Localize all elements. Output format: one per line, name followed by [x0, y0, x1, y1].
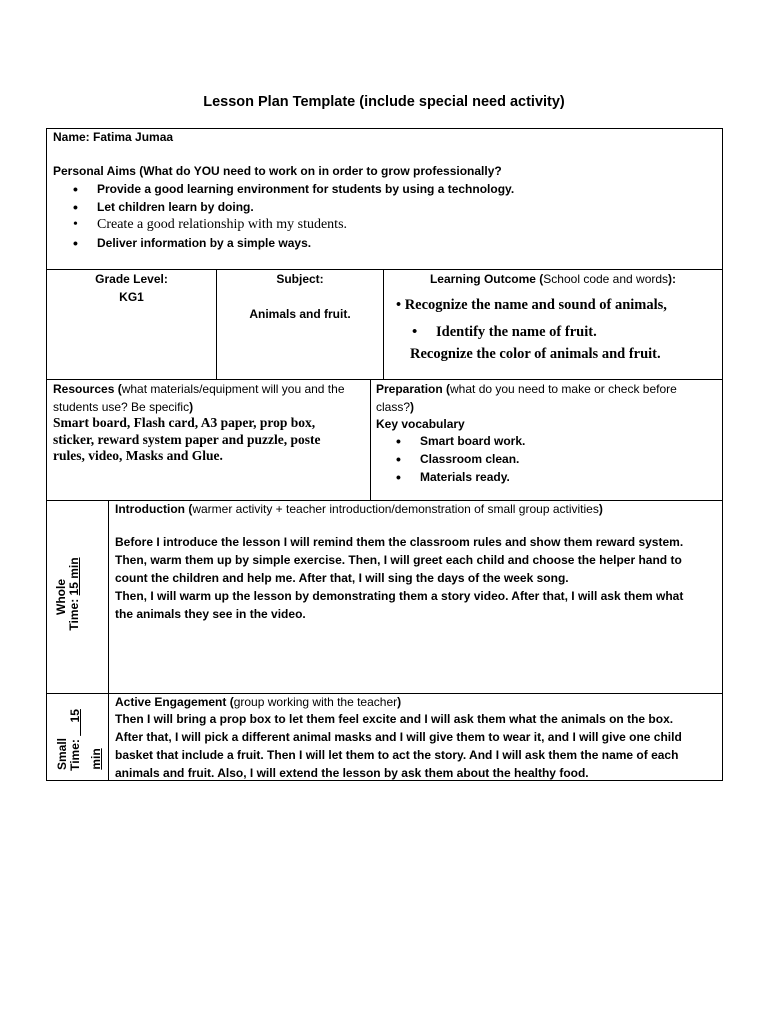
aim-item: • Deliver information by a simple ways.: [97, 234, 514, 252]
outcome-line-3: Recognize the color of animals and fruit.: [410, 346, 661, 362]
outcome-line-1: • Recognize the name and sound of animals,: [396, 297, 667, 313]
intro-line: the animals they see in the video.: [115, 607, 306, 621]
active-side-label: Small: [55, 738, 69, 771]
intro-body: [115, 533, 683, 623]
intro-line: Then, warm them up by simple exercise. Then, I will greet each child and choose the helper hand to: [115, 553, 682, 567]
intro-line: Then, I will warm up the lesson by demonstrating them a story video. After that, I will ask them what: [115, 589, 684, 603]
prep-item: • Materials ready.: [420, 468, 525, 486]
personal-aims-heading: [53, 162, 502, 180]
resources-label-end: ): [189, 400, 194, 414]
key-vocabulary-label: Key vocabulary: [376, 417, 465, 431]
intro-heading-end: ): [598, 502, 603, 516]
active-time-label: Time:: [68, 735, 82, 771]
aim-item: • Provide a good learning environment for students by using a technology.: [97, 180, 514, 198]
outcome-label-note: School code and words: [543, 272, 669, 286]
grade-value: KG1: [119, 290, 144, 304]
personal-aims-label: Personal Aims (: [53, 164, 144, 178]
subject-label: Subject:: [276, 272, 324, 286]
active-heading-note: group working with the teacher: [233, 695, 398, 709]
intro-time-label: Time:: [67, 595, 81, 631]
page-title: Lesson Plan Template (include special need activity): [203, 94, 565, 110]
preparation-label-end: ): [410, 400, 415, 414]
outcome-label: Learning Outcome (: [429, 272, 544, 286]
intro-heading-note: warmer activity + teacher introduction/demonstration of small group activities: [192, 502, 599, 516]
active-heading: [115, 693, 401, 711]
outcome-line-2-text: Identify the name of fruit.: [436, 324, 597, 340]
intro-heading: [115, 500, 603, 518]
aim-item: • Create a good relationship with my students.: [97, 216, 514, 234]
resources-label: Resources (: [53, 382, 122, 396]
prep-item: • Smart board work.: [420, 432, 525, 450]
resources-text: Smart board, Flash card, A3 paper, prop box, sticker, reward system paper and puzzle, poste rules, video, Masks and Glue.: [53, 415, 321, 463]
outcome-heading: [383, 270, 723, 288]
preparation-question: what do you need to make or check before class?: [376, 382, 677, 414]
personal-aims-list: [53, 180, 514, 252]
active-line: basket that include a fruit. Then I will let them to act the story. And I will ask them the name of each: [115, 748, 679, 762]
preparation-list: [376, 432, 525, 486]
intro-time-value: 15 min: [67, 557, 81, 596]
subject-value: Animals and fruit.: [249, 307, 351, 321]
active-line: animals and fruit. Also, I will extend the lesson by ask them about the healthy food.: [115, 766, 589, 780]
bullet-icon: •: [412, 324, 418, 340]
aim-item: • Let children learn by doing.: [97, 198, 514, 216]
active-heading-label: Active Engagement (: [115, 695, 234, 709]
personal-aims-question: What do YOU need to work on in order to grow professionally?: [143, 164, 502, 178]
active-line: Then I will bring a prop box to let them feel excite and I will ask them what the animals on the box.: [115, 712, 674, 726]
active-line: After that, I will pick a different animal masks and I will give them to wear it, and I will give one child: [115, 730, 682, 744]
active-time-value: __15: [68, 709, 82, 736]
outcome-line-2: [412, 323, 597, 341]
preparation-label: Preparation (: [376, 382, 451, 396]
grade-label: Grade Level:: [95, 272, 168, 286]
active-time-unit: min: [89, 748, 103, 770]
intro-line: Before I introduce the lesson I will remind them the classroom rules and show them reward system.: [115, 535, 684, 549]
intro-heading-label: Introduction (: [115, 502, 193, 516]
teacher-name: Name: Fatima Jumaa: [53, 130, 174, 144]
intro-time: [66, 544, 82, 644]
outcome-label-end: ):: [668, 272, 677, 286]
active-heading-end: ): [397, 695, 402, 709]
intro-side-label: Whole: [54, 579, 68, 615]
prep-item: • Classroom clean.: [420, 450, 525, 468]
resources-heading: [53, 380, 365, 416]
resources-question: what materials/equipment will you and the students use? Be specific: [53, 382, 345, 414]
active-time: [67, 705, 83, 775]
preparation-heading: [376, 380, 718, 416]
active-body: [115, 710, 682, 782]
intro-line: count the children and help me. After that, I will sing the days of the week song.: [115, 571, 569, 585]
